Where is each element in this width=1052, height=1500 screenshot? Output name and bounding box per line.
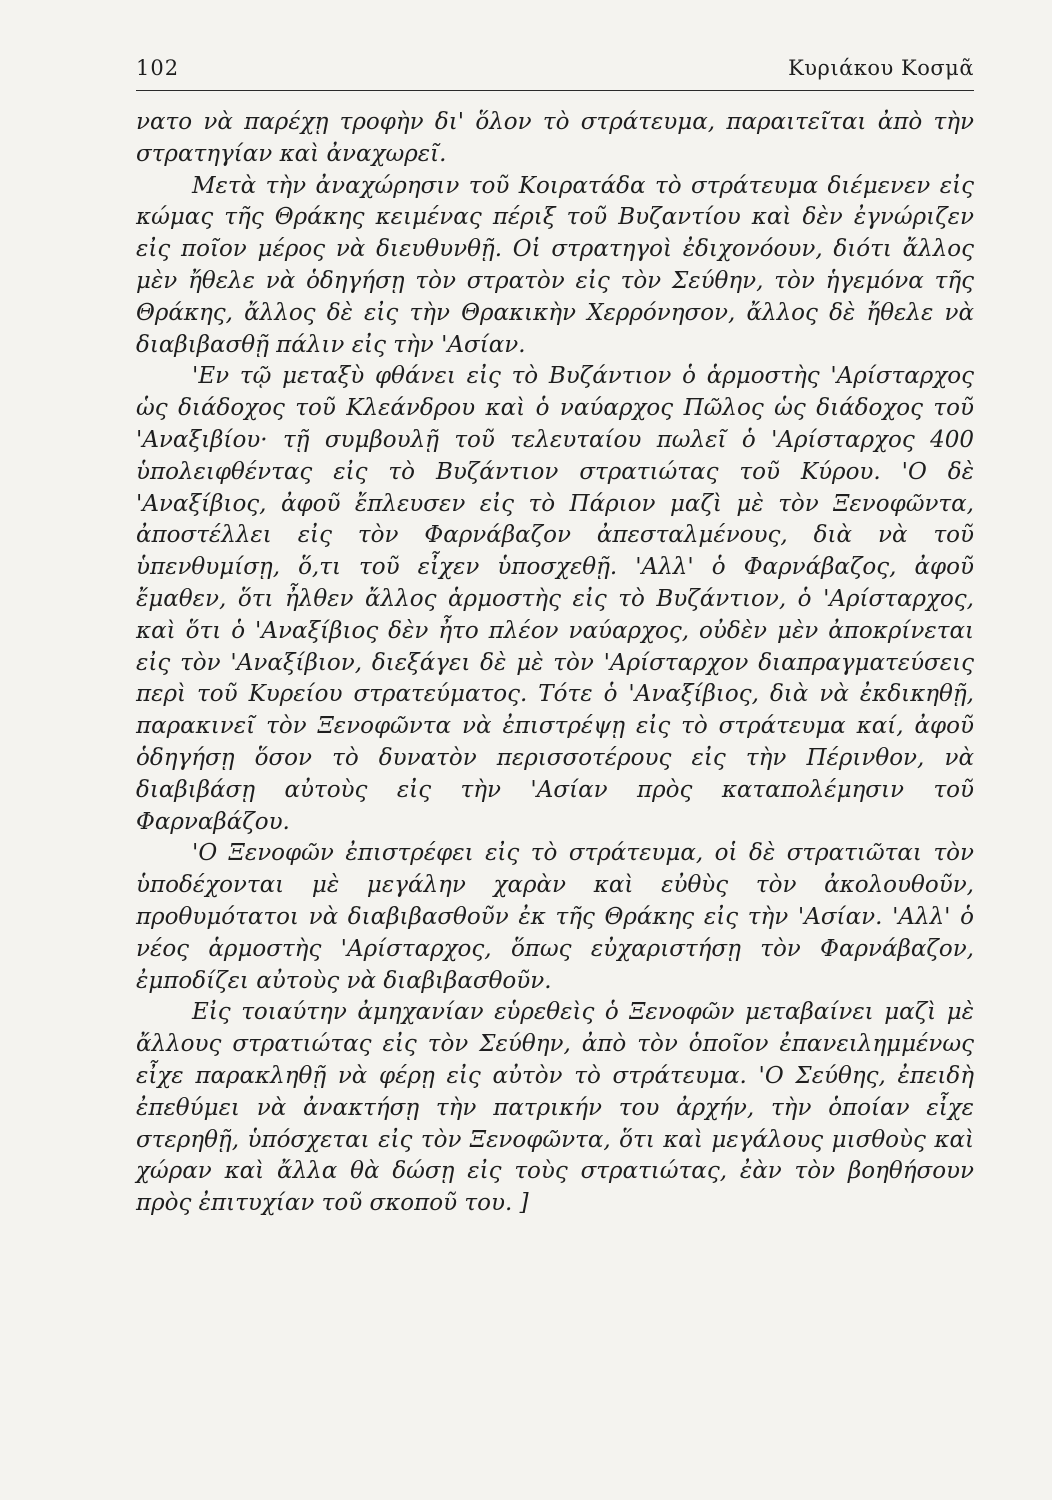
running-title: Κυριάκου Κοσμᾶ [788, 56, 974, 80]
page-header [136, 56, 974, 91]
paragraph: Εἰς τοιαύτην ἀμηχανίαν εὑρεθεὶς ὁ Ξενοφῶν μεταβαίνει μαζὶ μὲ ἄλλους στρατιώτας εἰς τὸν Σεύθην, ἀπὸ τὸν ὁποῖον ἐπανειλημμένως εἶχε παρακληθῇ νὰ φέρῃ εἰς αὐτὸν τὸ στράτευμα. 'Ο Σεύθης, ἐπειδὴ ἐπεθύμει νὰ ἀνακτήσῃ τὴν πατρικήν του ἀρχήν, τὴν ὁποίαν εἶχε στερηθῇ, ὑπόσχεται εἰς τὸν Ξενοφῶντα, ὅτι καὶ μεγάλους μισθοὺς καὶ χώραν καὶ ἄλλα θὰ δώσῃ εἰς τοὺς στρατιώτας, ἐὰν τὸν βοηθήσουν πρὸς ἐπιτυχίαν τοῦ σκοποῦ του. ] [136, 999, 974, 1217]
body-text [136, 107, 974, 1220]
paragraph: Μετὰ τὴν ἀναχώρησιν τοῦ Κοιρατάδα τὸ στράτευμα διέμενεν εἰς κώμας τῆς Θράκης κειμένας πέριξ τοῦ Βυζαντίου καὶ δὲν ἐγνώριζεν εἰς ποῖον μέρος νὰ διευθυνθῇ. Οἱ στρατηγοὶ ἐδιχονόουν, διότι ἄλλος μὲν ἤθελε νὰ ὁδηγήσῃ τὸν στρατὸν εἰς τὸν Σεύθην, τὸν ἡγεμόνα τῆς Θράκης, ἄλλος δὲ εἰς τὴν Θρακικὴν Χερρόνησον, ἄλλος δὲ ἤθελε νὰ διαβιβασθῇ πάλιν εἰς τὴν 'Ασίαν. [136, 172, 974, 358]
paragraph: 'Ο Ξενοφῶν ἐπιστρέφει εἰς τὸ στράτευμα, οἱ δὲ στρατιῶται τὸν ὑποδέχονται μὲ μεγάλην χαρὰν καὶ εὐθὺς τὸν ἀκολουθοῦν, προθυμότατοι νὰ διαβιβασθοῦν ἐκ τῆς Θράκης εἰς τὴν 'Ασίαν. 'Αλλ' ὁ νέος ἁρμοστὴς 'Αρίσταρχος, ὅπως εὐχαριστήσῃ τὸν Φαρνάβαζον, ἐμποδίζει αὐτοὺς νὰ διαβιβασθοῦν. [136, 840, 974, 994]
book-page [136, 56, 974, 1220]
paragraph: 'Εν τῷ μεταξὺ φθάνει εἰς τὸ Βυζάντιον ὁ ἁρμοστὴς 'Αρίσταρχος ὡς διάδοχος τοῦ Κλεάνδρου καὶ ὁ ναύαρχος Πῶλος ὡς διάδοχος τοῦ 'Αναξιβίου· τῇ συμβουλῇ τοῦ τελευταίου πωλεῖ ὁ 'Αρίσταρχος 400 ὑπολειφθέντας εἰς τὸ Βυζάντιον στρατιώτας τοῦ Κύρου. 'Ο δὲ 'Αναξίβιος, ἀφοῦ ἔπλευσεν εἰς τὸ Πάριον μαζὶ μὲ τὸν Ξενοφῶντα, ἀποστέλλει εἰς τὸν Φαρνάβαζον ἀπεσταλμένους, διὰ νὰ τοῦ ὑπενθυμίσῃ, ὅ,τι τοῦ εἶχεν ὑποσχεθῇ. 'Αλλ' ὁ Φαρνάβαζος, ἀφοῦ ἔμαθεν, ὅτι ἦλθεν ἄλλος ἁρμοστὴς εἰς τὸ Βυζάντιον, ὁ 'Αρίσταρχος, καὶ ὅτι ὁ 'Αναξίβιος δὲν ἦτο πλέον ναύαρχος, οὐδὲν μὲν ἀποκρίνεται εἰς τὸν 'Αναξίβιον, διεξάγει δὲ μὲ τὸν 'Αρίσταρχον διαπραγματεύσεις περὶ τοῦ Κυρείου στρατεύματος. Τότε ὁ 'Αναξίβιος, διὰ νὰ ἐκδικηθῇ, παρακινεῖ τὸν Ξενοφῶντα νὰ ἐπιστρέψῃ εἰς τὸ στράτευμα καί, ἀφοῦ ὁδηγήσῃ ὅσον τὸ δυνατὸν περισσοτέρους εἰς τὴν Πέρινθον, νὰ διαβιβάσῃ αὐτοὺς εἰς τὴν 'Ασίαν πρὸς καταπολέμησιν τοῦ Φαρναβάζου. [136, 363, 974, 835]
paragraph-continued: νατο νὰ παρέχῃ τροφὴν δι' ὅλον τὸ στράτευμα, παραιτεῖται ἀπὸ τὴν στρατηγίαν καὶ ἀναχωρεῖ. [136, 109, 974, 167]
page-number: 102 [136, 56, 180, 80]
